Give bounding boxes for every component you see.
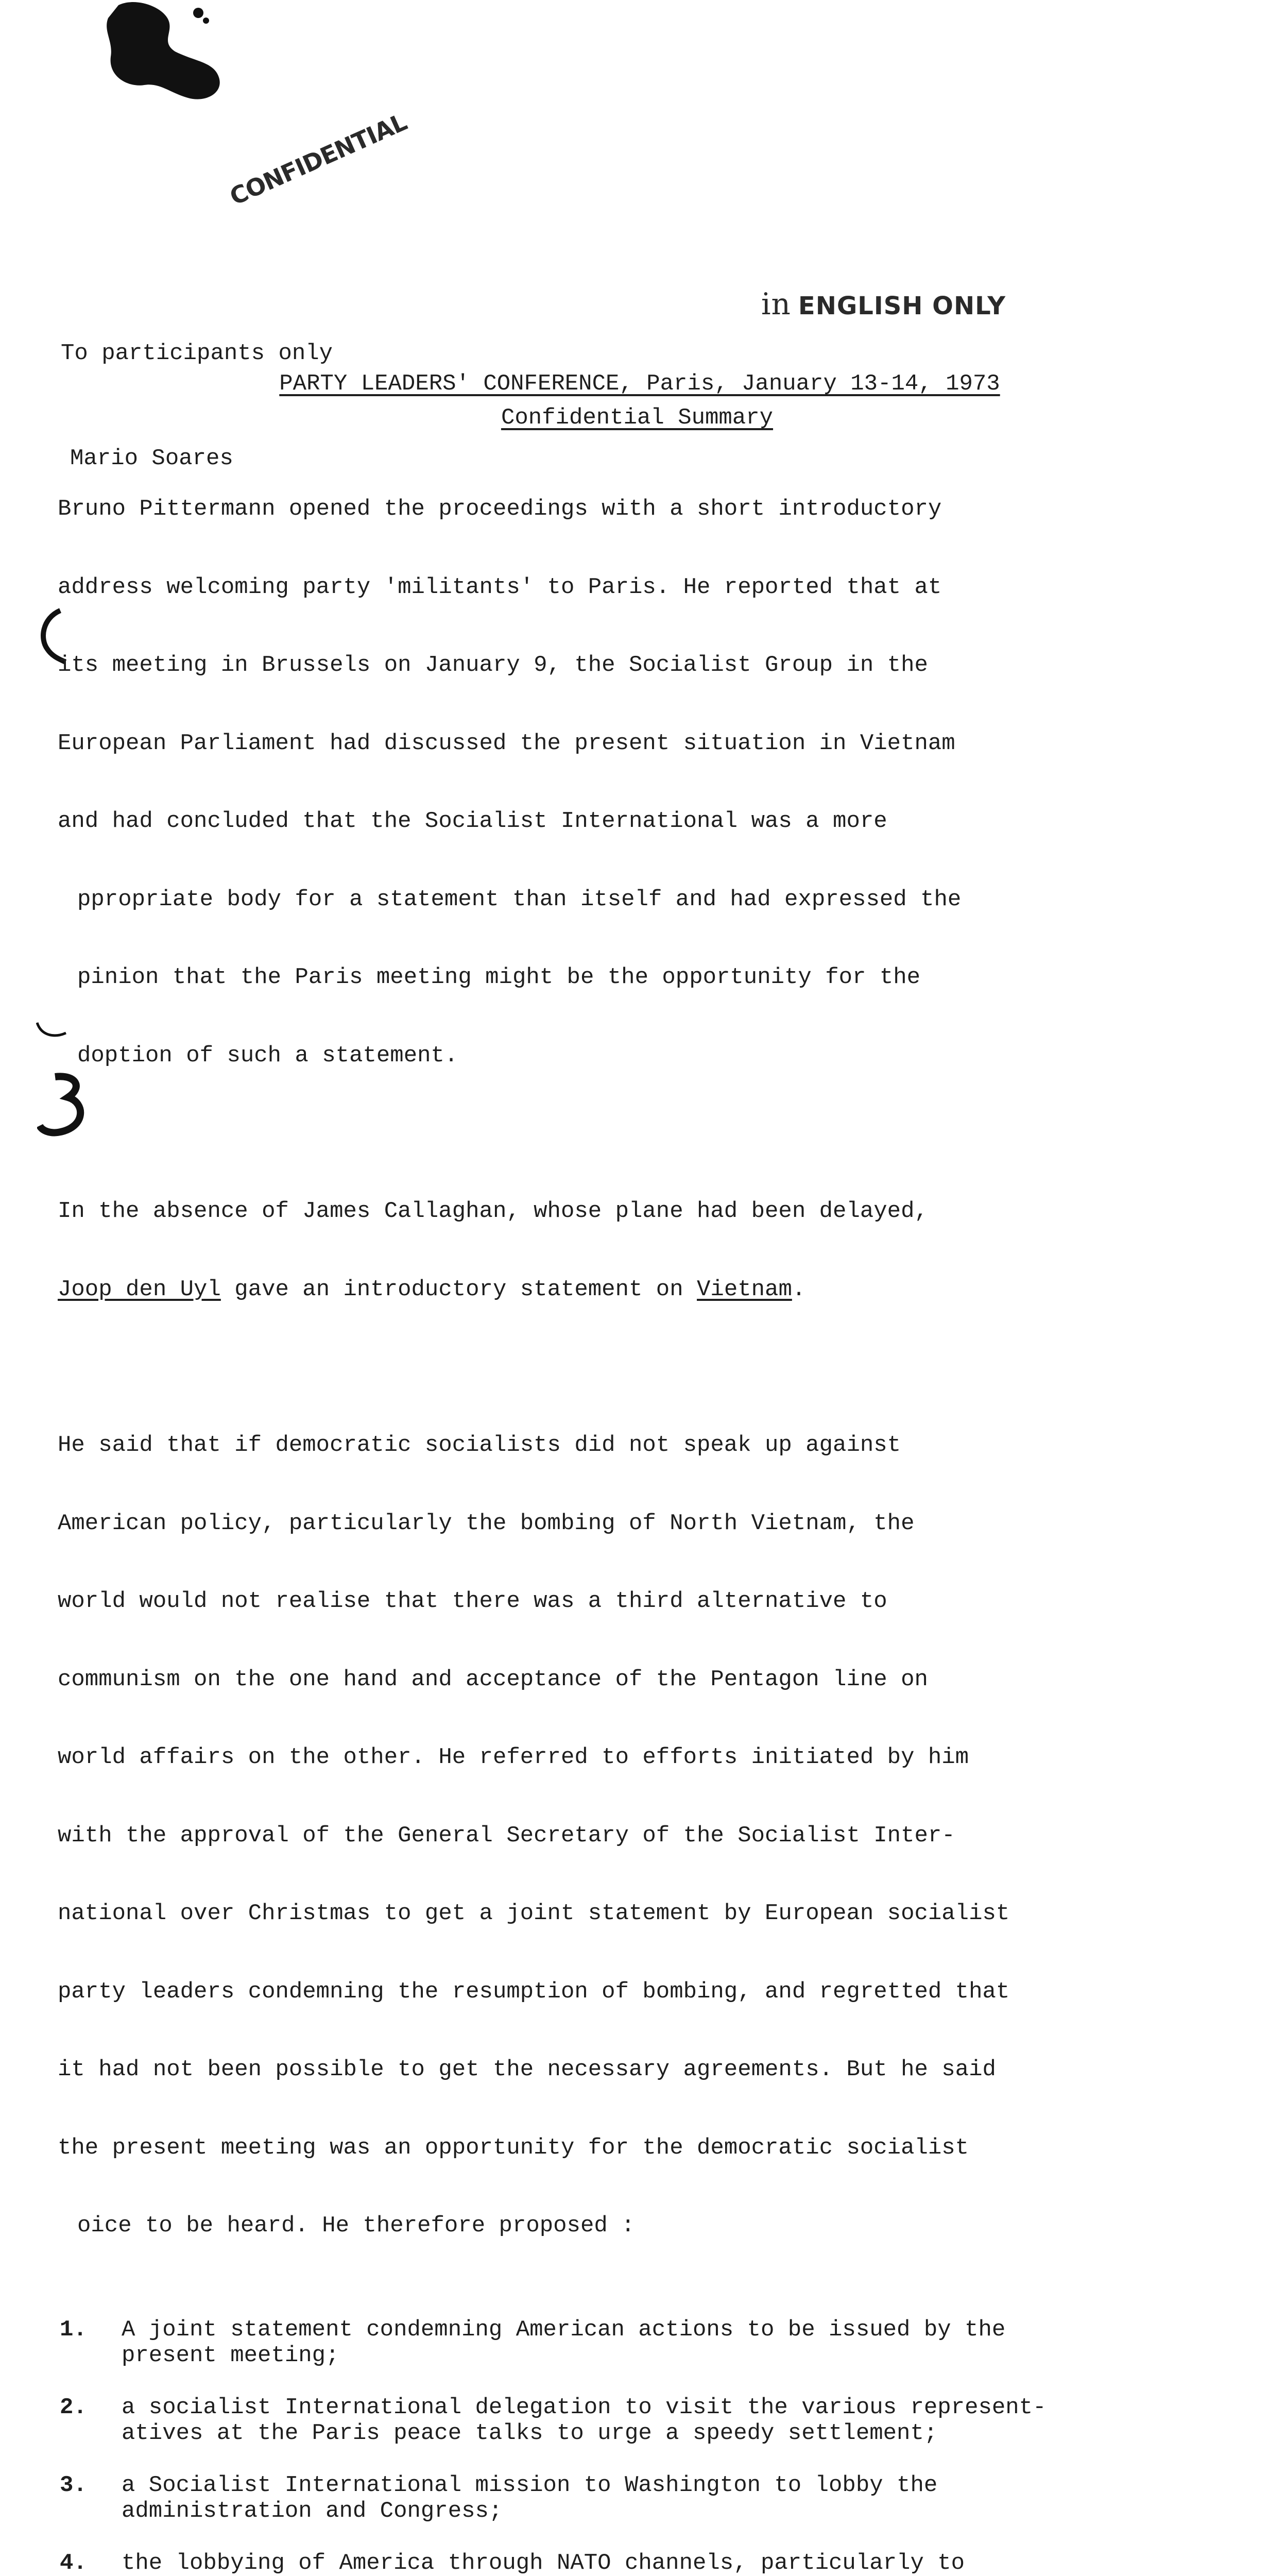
- proposal-list: [58, 2317, 1222, 2576]
- text-line: and had concluded that the Socialist International was a more: [58, 808, 1222, 835]
- addressee-line-1: To participants only: [61, 336, 333, 371]
- language-stamp-prefix: in: [761, 286, 791, 321]
- text-line: oice to be heard. He therefore proposed :: [58, 2213, 1222, 2239]
- text-fragment: gave an introductory statement on: [221, 1277, 697, 1302]
- text-line: communism on the one hand and acceptance of the Pentagon line on: [58, 1667, 1222, 1693]
- text-line: Bruno Pittermann opened the proceedings with a short introductory: [58, 496, 1222, 522]
- text-line: world would not realise that there was a third alternative to: [58, 1588, 1222, 1615]
- list-item-text: A joint statement condemning American actions to be issued by the present meeting;: [122, 2317, 1005, 2369]
- text-line: He said that if democratic socialists did not speak up against: [58, 1432, 1222, 1459]
- confidential-stamp: CONFIDENTIAL: [226, 108, 410, 211]
- text-line: world affairs on the other. He referred to efforts initiated by him: [58, 1744, 1222, 1771]
- text-line: [58, 1277, 1222, 1303]
- text-line: the present meeting was an opportunity for the democratic socialist: [58, 2135, 1222, 2161]
- list-item-number: 1.: [58, 2317, 122, 2369]
- text-line: national over Christmas to get a joint statement by European socialist: [58, 1901, 1222, 1927]
- paragraph-den-uyl-statement: [58, 1380, 1222, 2291]
- language-stamp: [761, 286, 1006, 321]
- list-item: [58, 2395, 1222, 2447]
- text-line: it had not been possible to get the necessary agreements. But he said: [58, 2057, 1222, 2083]
- paragraph-den-uyl-intro: [58, 1146, 1222, 1354]
- text-line: with the approval of the General Secretary of the Socialist Inter-: [58, 1823, 1222, 1849]
- text-line: European Parliament had discussed the present situation in Vietnam: [58, 731, 1222, 757]
- list-item-text: a socialist International delegation to visit the various represent- atives at the Paris peace talks to urge a speedy settlement;: [122, 2395, 1047, 2447]
- paragraph-opening: [58, 444, 1222, 1121]
- text-line: its meeting in Brussels on January 9, the Socialist Group in the: [58, 652, 1222, 679]
- document-subtitle: Confidential Summary: [496, 405, 773, 431]
- text-line: pinion that the Paris meeting might be the opportunity for the: [58, 964, 1222, 991]
- text-line: ppropriate body for a statement than itself and had expressed the: [58, 887, 1222, 913]
- ink-blot: [98, 0, 232, 103]
- list-item-number: 2.: [58, 2395, 122, 2447]
- text-line: party leaders condemning the resumption of bombing, and regretted that: [58, 1979, 1222, 2005]
- document-heading: [0, 367, 1269, 435]
- underlined-topic: Vietnam: [697, 1277, 792, 1302]
- text-line: In the absence of James Callaghan, whose plane had been delayed,: [58, 1198, 1222, 1225]
- list-item: [58, 2550, 1222, 2576]
- addressee-line-2: Mario Soares: [61, 441, 333, 476]
- list-item: [58, 2472, 1222, 2524]
- document-body: [58, 444, 1222, 2576]
- language-stamp-text: ENGLISH ONLY: [798, 292, 1006, 320]
- document-title: PARTY LEADERS' CONFERENCE, Paris, January 13-14, 1973: [269, 371, 1000, 397]
- list-item-text: a Socialist International mission to Washington to lobby the administration and Congress;: [122, 2472, 937, 2524]
- list-item-number: 3.: [58, 2472, 122, 2524]
- text-line: address welcoming party 'militants' to Paris. He reported that at: [58, 574, 1222, 601]
- text-fragment: .: [792, 1277, 805, 1302]
- list-item: [58, 2317, 1222, 2369]
- text-line: doption of such a statement.: [58, 1043, 1222, 1069]
- text-line: American policy, particularly the bombing of North Vietnam, the: [58, 1511, 1222, 1537]
- list-item-number: 4.: [58, 2550, 122, 2576]
- list-item-text: the lobbying of America through NATO channels, particularly to: [122, 2550, 965, 2576]
- underlined-name: Joop den Uyl: [58, 1277, 221, 1302]
